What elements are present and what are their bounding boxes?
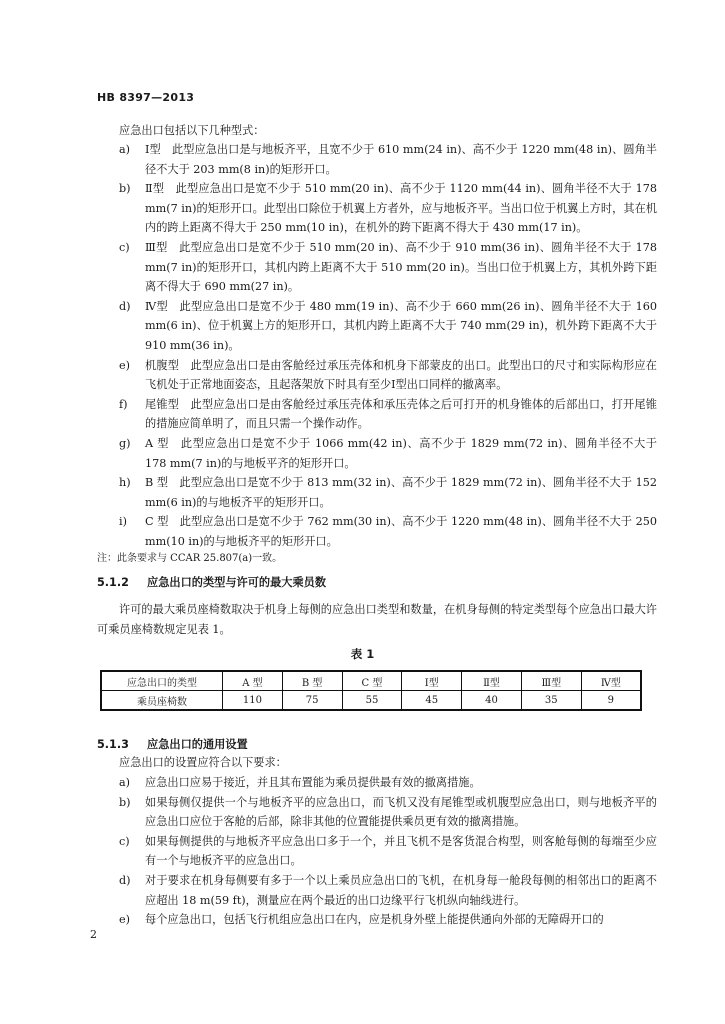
- item-label: a): [119, 143, 131, 156]
- list-item: [97, 473, 657, 512]
- item-text: B 型 此型应急出口是宽不少于 813 mm(32 in)、高不少于 1829 mm(72 in)、圆角半径不大于 152 mm(6 in)的与地板齐平的矩形开口。: [145, 476, 657, 509]
- table-header-cell: 应急出口的类型: [101, 671, 223, 691]
- item-text: 机腹型 此型应急出口是由客舱经过承压壳体和机身下部蒙皮的出口。此型出口的尺寸和实际构形应在飞机处于正常地面姿态，且起落架放下时具有至少Ⅰ型出口同样的撤离率。: [145, 358, 657, 392]
- exit-types-list: [97, 140, 657, 567]
- item-text: Ⅰ型 此型应急出口是与地板齐平，且宽不少于 610 mm(24 in)、高不少于 1220 mm(48 in)、圆角半径不大于 203 mm(8 in)的矩形开口。: [145, 143, 657, 176]
- item-label: h): [119, 476, 131, 490]
- item-label: g): [119, 436, 131, 450]
- section-heading-5-1-2: [97, 574, 326, 590]
- page-number: 2: [90, 928, 97, 941]
- section-title: 应急出口的通用设置: [147, 738, 248, 751]
- item-text: A 型 此型应急出口是宽不少于 1066 mm(42 in)、高不少于 1829 mm(72 in)、圆角半径不大于 178 mm(7 in)的与地板平齐的矩形开口。: [145, 436, 657, 470]
- table-cell: Ⅰ型: [402, 671, 462, 691]
- section-paragraph: 许可的最大乘员座椅数取决于机身上每侧的应急出口类型和数量，在机身每侧的特定类型每个应急出口最大许可乘员座椅数规定见表 1。: [97, 603, 657, 636]
- item-text: Ⅲ型 此型应急出口是宽不少于 510 mm(20 in)、高不少于 910 mm(36 in)、圆角半径不大于 178 mm(7 in)的矩形开口，其机内跨上距离不大于 510 mm(20 in)。当出口位于机翼上方，其机外跨下距离不得大于 690 mm(27 in)。: [145, 240, 657, 294]
- list-item: [97, 910, 657, 930]
- exit-types-intro: 应急出口包括以下几种型式：: [119, 124, 265, 137]
- list-item: [97, 773, 657, 793]
- table-cell: 35: [521, 691, 581, 711]
- list-item: [97, 238, 657, 297]
- item-text: 对于要求在机身每侧要有多于一个以上乘员应急出口的飞机，在机身每一舱段每侧的相邻出口的距离不应超出 18 m(59 ft)，测量应在两个最近的出口边缘平行飞机纵向轴线进行。: [145, 873, 657, 907]
- item-label: d): [119, 299, 131, 313]
- section-title: 应急出口的类型与许可的最大乘员数: [147, 576, 327, 589]
- section-intro: 应急出口的设置应符合以下要求：: [119, 756, 287, 769]
- item-text: 如果每侧提供的与地板齐平应急出口多于一个，并且飞机不是客货混合构型，则客舱每侧的每端至少应有一个与地板齐平的应急出口。: [145, 834, 657, 868]
- section-number: 5.1.3: [97, 738, 129, 751]
- general-setting-list: [97, 773, 657, 930]
- item-label: f): [119, 397, 128, 411]
- item-label: e): [119, 358, 130, 372]
- item-text: 每个应急出口，包括飞行机组应急出口在内，应是机身外壁上能提供通向外部的无障碍开口的: [145, 913, 604, 927]
- item-text: C 型 此型应急出口是宽不少于 762 mm(30 in)、高不少于 1220 mm(48 in)、圆角半径不大于 250 mm(10 in)的与地板齐平的矩形开口。: [145, 515, 657, 548]
- list-item: [97, 512, 657, 551]
- list-item: [97, 395, 657, 434]
- item-label: c): [119, 240, 130, 254]
- section-number: 5.1.2: [97, 576, 129, 589]
- item-text: 尾锥型 此型应急出口是由客舱经过承压壳体和承压壳体之后可打开的机身锥体的后部出口，打开尾锥的措施应简单明了，而且只需一个操作动作。: [145, 397, 657, 431]
- table-cell: 9: [581, 691, 641, 711]
- item-label: a): [119, 776, 131, 789]
- item-label: d): [119, 873, 131, 887]
- table-cell: 110: [223, 691, 283, 711]
- table-header-cell: 乘员座椅数: [101, 691, 223, 711]
- list-item: [97, 140, 657, 179]
- item-label: b): [119, 182, 131, 196]
- table-cell: Ⅳ型: [581, 671, 641, 691]
- list-item: [97, 434, 657, 473]
- note: 注：此条要求与 CCAR 25.807(a)一致。: [97, 553, 283, 565]
- list-item: [97, 871, 657, 910]
- item-text: 如果每侧仅提供一个与地板齐平的应急出口，而飞机又没有尾锥型或机腹型应急出口，则与地板齐平的应急出口应位于客舱的后部，除非其他的位置能提供乘员更有效的撤离措施。: [145, 795, 657, 829]
- table-cell: Ⅲ型: [521, 671, 581, 691]
- table-cell: 45: [402, 691, 462, 711]
- list-item: [97, 832, 657, 871]
- list-item: [97, 179, 657, 238]
- item-text: Ⅳ型 此型应急出口是宽不少于 480 mm(19 in)、高不少于 660 mm(26 in)、圆角半径不大于 160 mm(6 in)、位于机翼上方的矩形开口，其机内跨上距离不大于 740 mm(29 in)，机外跨下距离不大于 910 mm(36 in)。: [145, 299, 657, 352]
- section-heading-5-1-3: [97, 736, 248, 752]
- item-text: 应急出口应易于接近，并且其布置能为乘员提供最有效的撤离措施。: [145, 776, 481, 789]
- table-cell: 75: [282, 691, 342, 711]
- table-cell: 40: [462, 691, 522, 711]
- table-cell: A 型: [223, 671, 283, 691]
- list-item: [97, 356, 657, 395]
- table-cell: 55: [342, 691, 402, 711]
- item-label: i): [119, 515, 127, 529]
- item-text: Ⅱ型 此型应急出口是宽不少于 510 mm(20 in)、高不少于 1120 mm(44 in)、圆角半径不大于 178 mm(7 in)的矩形开口。此型出口除位于机翼上方者外，应与地板齐平。当出口位于机翼上方时，其在机内的跨上距离不得大于 250 mm(10 in)，在机外的跨下距离不得大于 430 mm(17 in)。: [145, 182, 657, 235]
- table-cell: C 型: [342, 671, 402, 691]
- item-label: c): [119, 834, 130, 848]
- list-item: [97, 297, 657, 356]
- table-row: [101, 671, 641, 691]
- item-label: e): [119, 913, 130, 927]
- exit-seat-table: [100, 670, 642, 711]
- table-row: [101, 691, 641, 711]
- table-cell: Ⅱ型: [462, 671, 522, 691]
- item-label: b): [119, 795, 131, 809]
- table-cell: B 型: [282, 671, 342, 691]
- document-id-header: HB 8397—2013: [97, 91, 195, 104]
- table-title: 表 1: [350, 647, 375, 661]
- list-item: [97, 793, 657, 832]
